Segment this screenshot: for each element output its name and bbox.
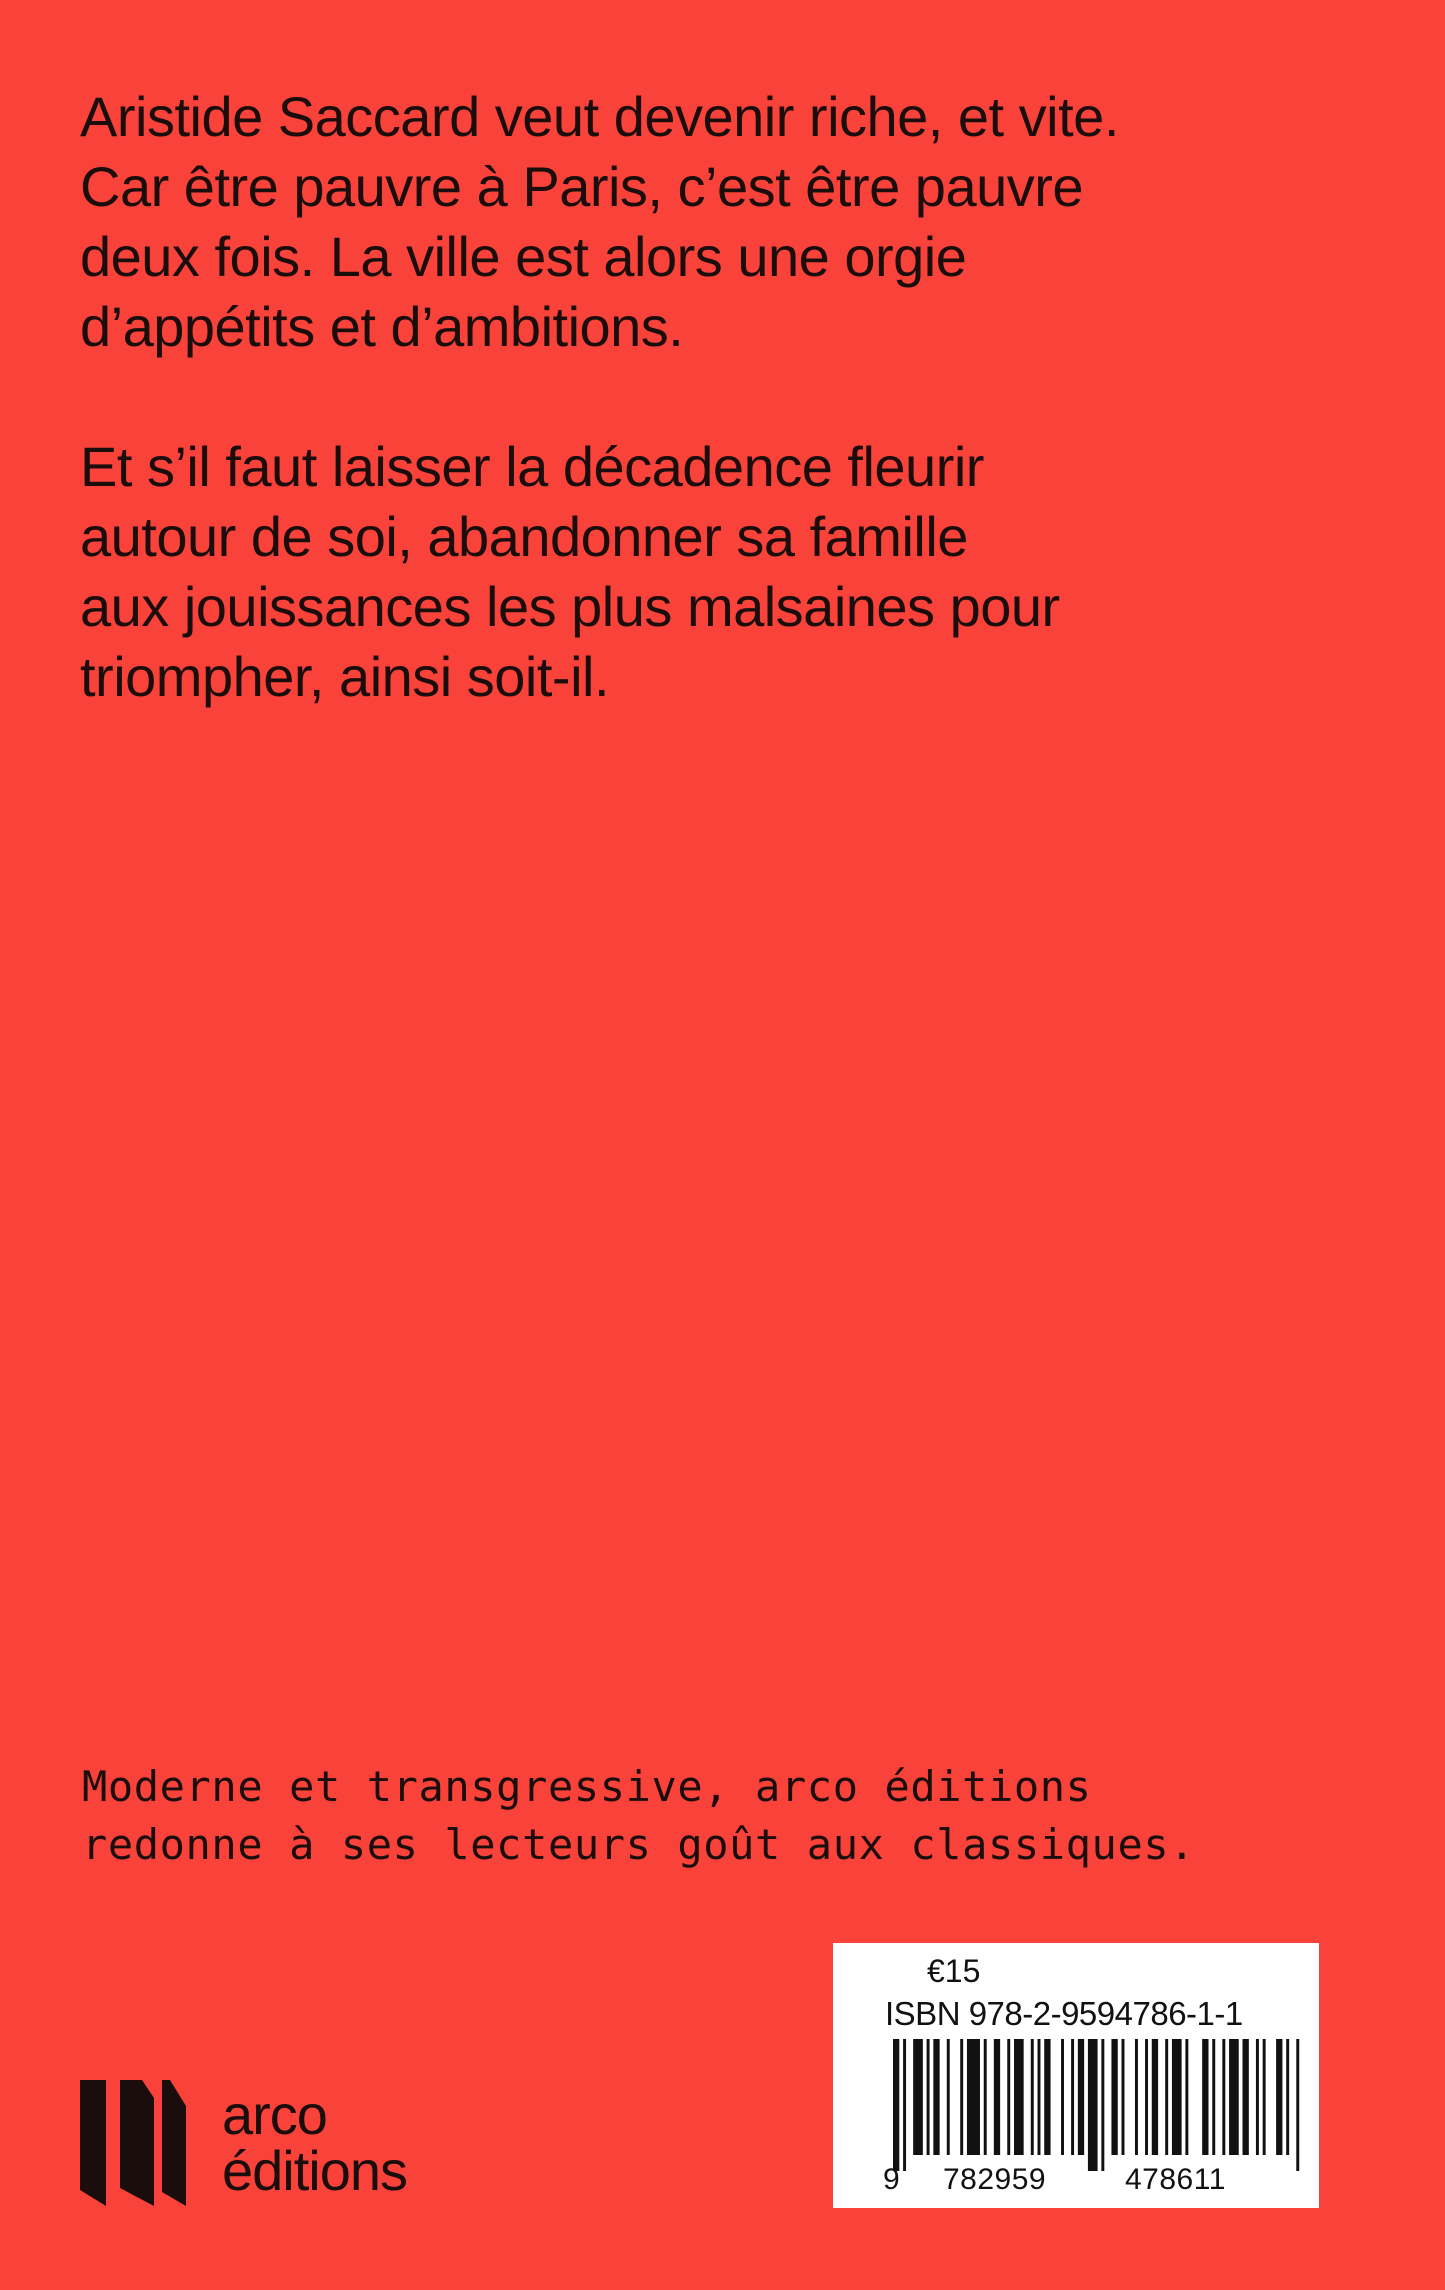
barcode-bar (1276, 2039, 1282, 2155)
barcode-bar (1185, 2039, 1188, 2155)
barcode-bar (1229, 2039, 1239, 2155)
barcode-bar (1243, 2039, 1249, 2155)
barcode-bar (1202, 2039, 1208, 2155)
barcode-bar (1007, 2039, 1010, 2155)
barcode-bar (1088, 2039, 1098, 2171)
barcode-bar (1031, 2039, 1034, 2155)
barcode-bar (1286, 2039, 1289, 2155)
barcode-bars (893, 2039, 1303, 2171)
barcode-bar (1152, 2039, 1158, 2155)
barcode-bar (913, 2039, 923, 2155)
isbn-number: ISBN 978-2-9594786-1-1 (885, 1995, 1243, 2032)
publisher-logo (80, 2080, 407, 2206)
barcode-label (833, 1943, 1319, 2208)
barcode-bar (1044, 2039, 1050, 2155)
blurb-paragraph-2 (80, 432, 1380, 712)
blurb-line: autour de soi, abandonner sa famille (80, 505, 968, 568)
blurb-line: Et s’il faut laisser la décadence fleurir (80, 435, 984, 498)
blurb-line: Aristide Saccard veut devenir riche, et vite. (80, 85, 1119, 148)
barcode-right-digits: 478611 (1125, 2163, 1226, 2196)
blurb-line: deux fois. La ville est alors une orgie (80, 225, 967, 288)
publisher-name (222, 2083, 408, 2202)
barcode-bar (903, 2039, 906, 2171)
barcode-bar (1122, 2039, 1125, 2155)
barcode-bar (960, 2039, 963, 2155)
barcode-bar (967, 2039, 980, 2155)
barcode-bar (1071, 2039, 1074, 2155)
barcode-first-digit: 9 (883, 2163, 900, 2196)
barcode-bar (893, 2039, 899, 2171)
barcode-bar (1014, 2039, 1024, 2155)
blurb-paragraph-1 (80, 82, 1380, 362)
barcode-bar (984, 2039, 987, 2155)
arco-stripes-logo-icon (80, 2080, 186, 2206)
blurb (80, 82, 1380, 782)
barcode-bar (947, 2039, 950, 2155)
barcode-bar (994, 2039, 1000, 2155)
barcode-bar (1078, 2039, 1084, 2155)
barcode-bar (927, 2039, 930, 2155)
price: €15 (927, 1953, 981, 1989)
barcode-bar (1263, 2039, 1266, 2155)
barcode-bar (1256, 2039, 1259, 2155)
barcode-bar (933, 2039, 939, 2155)
publisher-name-line1: arco (222, 2083, 327, 2146)
barcode-bar (1111, 2039, 1117, 2155)
barcode-bar (1135, 2039, 1138, 2155)
blurb-line: triompher, ainsi soit-il. (80, 645, 610, 708)
tagline-line: Moderne et transgressive, arco éditions (82, 1762, 1092, 1811)
blurb-line: aux jouissances les plus malsaines pour (80, 575, 1060, 638)
blurb-line: d’appétits et d’ambitions. (80, 295, 684, 358)
barcode-left-digits: 782959 (943, 2163, 1047, 2196)
barcode-bar (1101, 2039, 1104, 2171)
barcode-bar (1172, 2039, 1182, 2155)
barcode-bar (1296, 2039, 1299, 2171)
tagline-line: redonne à ses lecteurs goût aux classiques. (82, 1820, 1196, 1869)
blurb-line: Car être pauvre à Paris, c’est être pauvre (80, 155, 1084, 218)
barcode-bar (1038, 2039, 1041, 2155)
barcode-bar (1165, 2039, 1168, 2155)
publisher-name-line2: éditions (222, 2139, 408, 2202)
publisher-tagline (82, 1758, 1382, 1874)
barcode-bar (1061, 2039, 1064, 2155)
barcode-bar (1145, 2039, 1148, 2155)
barcode-bar (1212, 2039, 1215, 2155)
barcode-bar (1222, 2039, 1225, 2155)
